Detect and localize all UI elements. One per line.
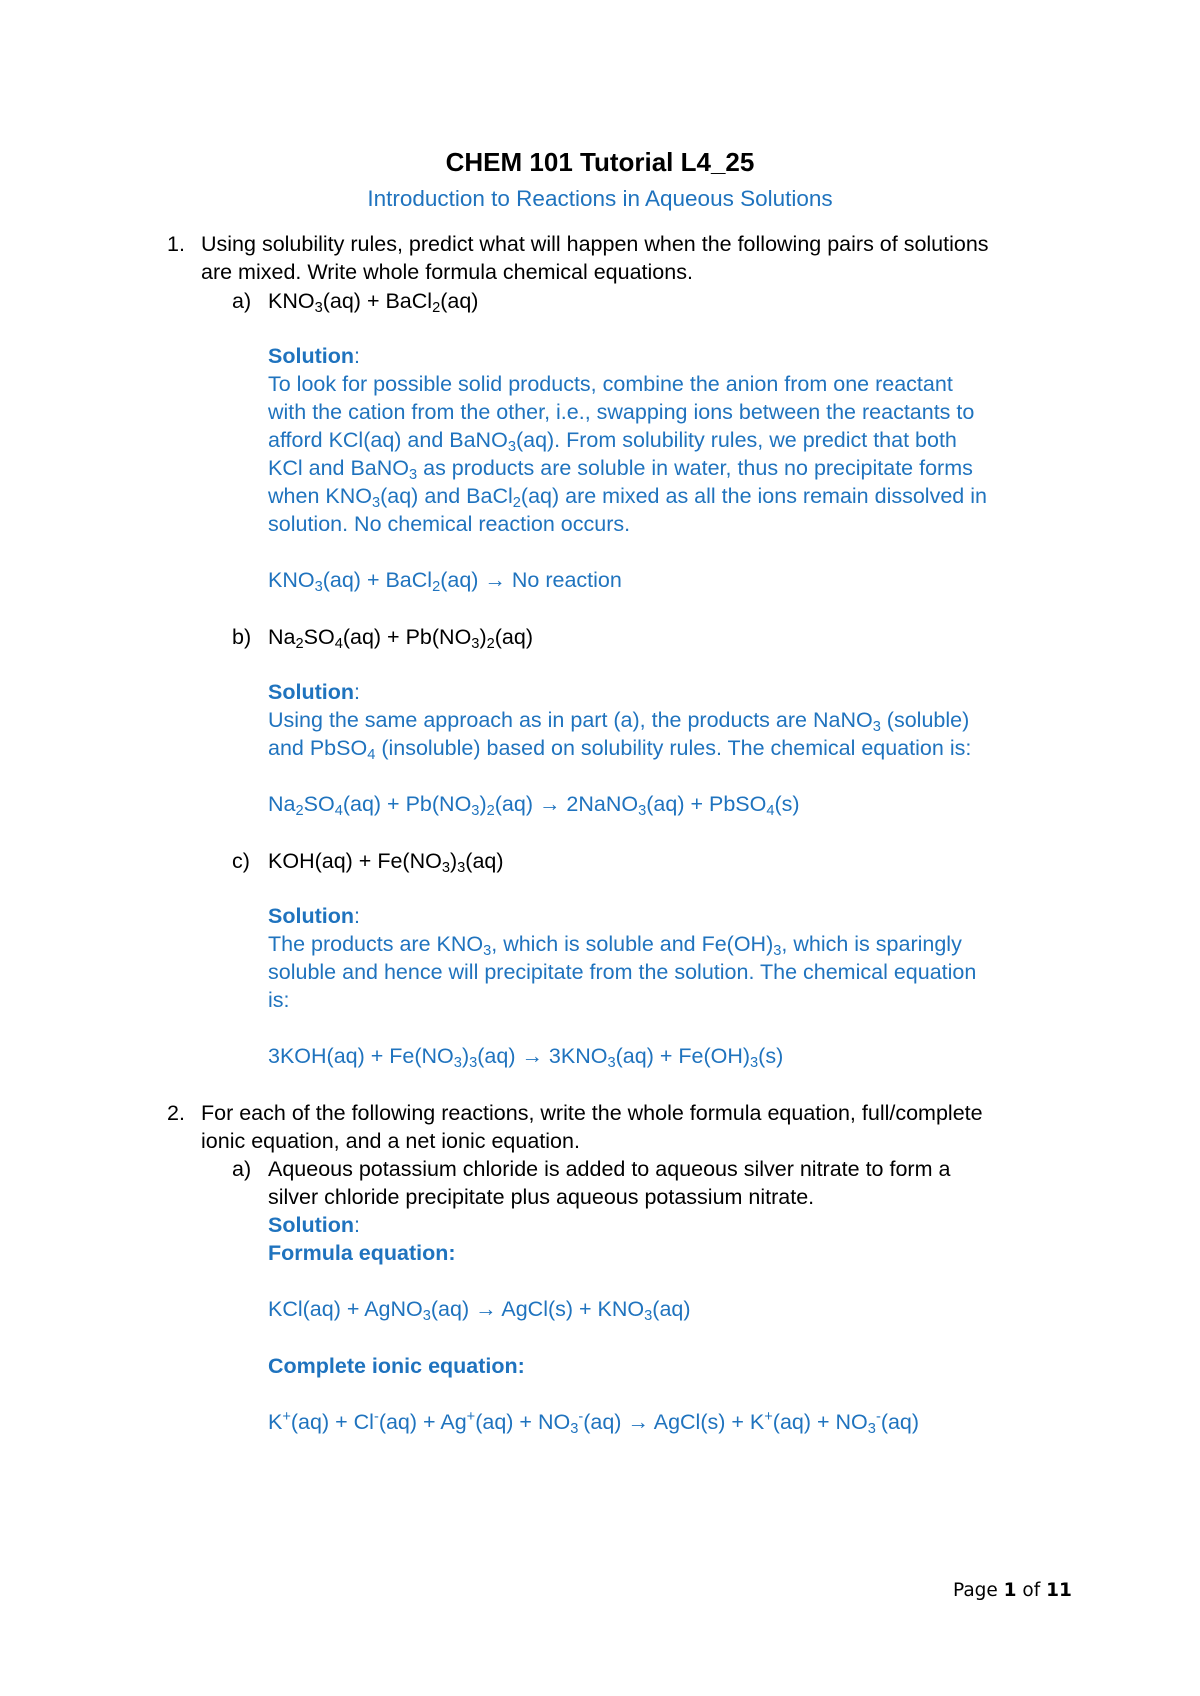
superscript: - [578,1408,584,1425]
text-run: (aq) + BaCl [322,568,433,592]
text-run: ) [461,1044,470,1068]
subscript: 3 [409,467,418,484]
text-run: (aq) and BaCl [380,484,513,508]
question-1-line-2: are mixed. Write whole formula chemical equations. [201,260,693,284]
superscript: + [764,1408,773,1425]
text-run: (aq) → 2NaNO [494,792,639,816]
text-run: solution. No chemical reaction occurs. [268,512,631,536]
q1a-solution-line-6 [268,509,630,539]
subscript: 4 [334,636,343,653]
text-run: (aq) [440,289,479,313]
q2a-question-line-1: Aqueous potassium chloride is added to aqueous silver nitrate to form a [268,1157,951,1181]
subscript: 3 [314,579,323,596]
formula-equation-heading: Formula equation: [268,1241,456,1265]
q1c-label: c) [232,849,250,873]
solution-colon: : [353,344,360,368]
text-run: K [268,1410,283,1434]
text-run: is: [268,988,290,1012]
text-run: (aq) + NO [772,1410,868,1434]
solution-colon: : [353,1213,360,1237]
q1a-equation [268,565,622,595]
subscript: 3 [483,943,492,960]
subscript: 3 [507,439,516,456]
q1c-solution-line-2 [268,957,976,987]
q1a-reactants [268,286,478,316]
solution-word: Solution [268,1213,354,1237]
text-run: (aq) + BaCl [322,289,433,313]
q1b-equation [268,789,800,819]
subscript: 3 [570,1421,579,1438]
subscript: 3 [471,803,480,820]
subscript: 3 [469,1055,478,1072]
subscript: 3 [471,636,480,653]
question-1-line-1: Using solubility rules, predict what will happen when the following pairs of solutions [201,232,989,256]
text-run: (soluble) [880,708,970,732]
text-run: (aq) + Cl [290,1410,374,1434]
text-run: Using the same approach as in part (a), the products are NaNO [268,708,873,732]
subscript: 3 [422,1308,431,1325]
q1a-solution-label [268,341,360,371]
subscript: 2 [486,636,495,653]
subscript: 3 [371,495,381,512]
text-run: ) [479,625,487,649]
subscript: 2 [486,803,495,820]
text-run: ) [449,849,458,873]
solution-word: Solution [268,344,354,368]
subscript: 4 [766,803,775,820]
text-run: (s) [774,792,800,816]
text-run: (aq) + Fe(OH) [615,1044,751,1068]
q2a-question-line-2: silver chloride precipitate plus aqueous potassium nitrate. [268,1185,815,1209]
text-run: (aq) + Pb(NO [342,625,472,649]
text-run: (aq) are mixed as all the ions remain dissolved in [520,484,987,508]
text-run: (insoluble) based on solubility rules. The chemical equation is: [375,736,972,760]
question-2-line-2: ionic equation, and a net ionic equation. [201,1129,580,1153]
question-2-line-1: For each of the following reactions, write the whole formula equation, full/complete [201,1101,983,1125]
q1a-solution-line-3 [268,425,957,455]
subscript: 4 [334,803,343,820]
subscript: 3 [453,1055,462,1072]
q1b-solution-label [268,677,360,707]
subscript: 3 [773,943,782,960]
text-run: (aq) [880,1410,920,1434]
text-run: SO [303,625,335,649]
solution-colon: : [353,680,360,704]
text-run: KCl and BaNO [268,456,410,480]
page-total: 11 [1046,1580,1072,1601]
question-2-number: 2. [167,1101,185,1125]
subscript: 3 [638,803,647,820]
text-run: (aq) + Pb(NO [342,792,472,816]
text-run: Na [268,625,296,649]
subscript: 3 [872,719,881,736]
q1c-solution-line-3 [268,985,290,1015]
text-run: KNO [268,568,315,592]
subscript: 2 [295,803,304,820]
subscript: 3 [644,1308,653,1325]
text-run: (aq) + Ag [378,1410,467,1434]
text-run: (aq) → AgCl(s) + KNO [430,1297,645,1321]
document-title: CHEM 101 Tutorial L4_25 [445,147,755,177]
q1c-reactants [268,846,504,876]
text-run: (aq) [465,849,504,873]
q1b-solution-line-2 [268,733,971,763]
text-run: KCl(aq) + AgNO [268,1297,423,1321]
superscript: - [373,1408,379,1425]
q1c-solution-label [268,901,360,931]
superscript: + [282,1408,291,1425]
subscript: 2 [512,495,521,512]
text-run: (s) [758,1044,784,1068]
q2a-complete-ionic-equation [268,1407,919,1437]
q1c-solution-line-1 [268,929,962,959]
subscript: 2 [295,636,304,653]
solution-word: Solution [268,904,354,928]
superscript: - [875,1408,881,1425]
text-run: with the cation from the other, i.e., swapping ions between the reactants to [268,400,975,424]
text-run: and PbSO [268,736,368,760]
text-run: , which is soluble and Fe(OH) [491,932,774,956]
page-footer [953,1579,1072,1603]
text-run: afford KCl(aq) and BaNO [268,428,508,452]
subscript: 3 [867,1421,876,1438]
subscript: 3 [314,300,323,317]
text-run: (aq) + NO [475,1410,571,1434]
q2a-formula-equation [268,1294,691,1324]
document-subtitle: Introduction to Reactions in Aqueous Solutions [367,186,833,211]
solution-word: Solution [268,680,354,704]
page-word: Page [953,1580,1004,1601]
text-run: 3KOH(aq) + Fe(NO [268,1044,454,1068]
subscript: 3 [607,1055,616,1072]
text-run: , which is sparingly [781,932,962,956]
q1b-reactants [268,622,533,652]
q2a-solution-label [268,1210,360,1240]
subscript: 3 [457,860,466,877]
subscript: 2 [432,300,441,317]
page-number: 1 [1003,1580,1017,1601]
text-run: (aq) [652,1297,691,1321]
text-run: The products are KNO [268,932,484,956]
text-run: Na [268,792,296,816]
text-run: To look for possible solid products, combine the anion from one reactant [268,372,953,396]
superscript: + [466,1408,476,1425]
text-run: soluble and hence will precipitate from the solution. The chemical equation [268,960,977,984]
q1b-solution-line-1 [268,705,969,735]
text-run: (aq). From solubility rules, we predict that both [515,428,957,452]
solution-colon: : [353,904,360,928]
text-run: KNO [268,289,315,313]
subscript: 3 [750,1055,759,1072]
text-run: (aq) → AgCl(s) + K [583,1410,765,1434]
q1c-equation [268,1041,783,1071]
text-run: (aq) → 3KNO [477,1044,608,1068]
q1a-solution-line-5 [268,481,987,511]
subscript: 4 [367,747,376,764]
question-1-number: 1. [167,232,185,256]
subscript: 2 [432,579,441,596]
q1a-solution-line-2 [268,397,974,427]
q2a-label: a) [232,1157,252,1181]
text-run: as products are soluble in water, thus no precipitate forms [417,456,973,480]
text-run: (aq) + PbSO [646,792,767,816]
q1a-solution-line-1 [268,369,953,399]
text-run: ) [479,792,487,816]
subscript: 3 [441,860,450,877]
q1b-label: b) [232,625,252,649]
q1a-solution-line-4 [268,453,973,483]
text-run: KOH(aq) + Fe(NO [268,849,442,873]
text-run: SO [303,792,335,816]
complete-ionic-equation-heading: Complete ionic equation: [268,1354,525,1378]
text-run: when KNO [268,484,372,508]
q1a-label: a) [232,289,252,313]
of-word: of [1016,1580,1047,1601]
text-run: (aq) → No reaction [440,568,622,592]
text-run: (aq) [494,625,533,649]
